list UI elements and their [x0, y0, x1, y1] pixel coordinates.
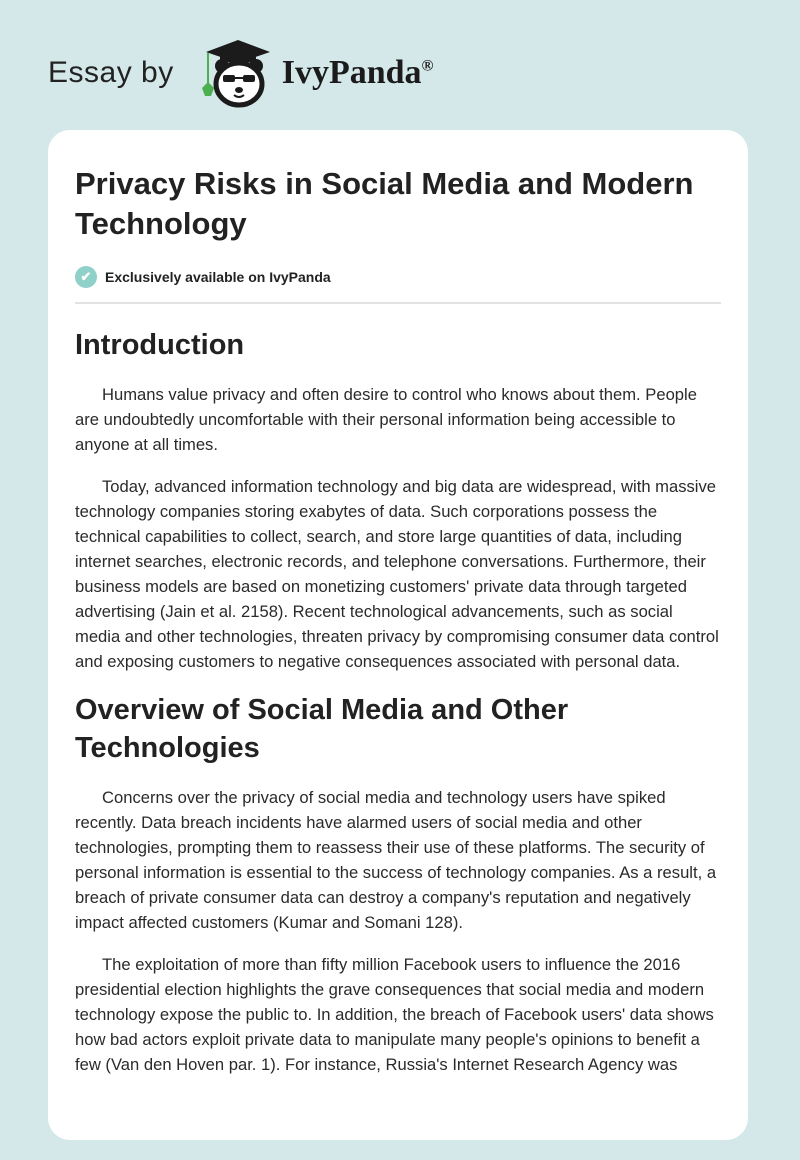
brand-name[interactable]	[282, 54, 434, 92]
exclusive-badge	[75, 266, 721, 288]
brand-text: IvyPanda	[281, 54, 422, 91]
essay-card	[48, 130, 748, 1140]
divider	[75, 302, 721, 304]
section-heading: Introduction	[75, 329, 245, 361]
essay-by-label: Essay by	[48, 56, 174, 89]
paragraph: Today, advanced information technology and big data are widespread, with massive technology companies storing exabytes of data. Such corporations possess the technical capabilities to collect, search, and store large quantities of data, including internet searches, electronic records, and telephone conversations. Furthermore, their business models are based on monetizing customers' private data through targeted advertising (Jain et al. 2158). Recent technological advancements, such as social media and other technologies, threaten privacy by compromising consumer data control and exposing customers to negative consequences associated with personal data.	[75, 477, 719, 671]
paragraph: Humans value privacy and often desire to control who knows about them. People are undoubtedly uncomfortable with their personal information being accessible to anyone at all times.	[75, 385, 697, 454]
check-icon: ✔	[75, 266, 97, 288]
section-heading: Overview of Social Media and Other Technologies	[75, 694, 569, 764]
paragraph: The exploitation of more than fifty million Facebook users to influence the 2016 presidential election highlights the grave consequences that social media and modern technology expose the public to. In addition, the breach of Facebook users' data shows how bad actors exploit private data to manipulate many people's opinions to benefit a few (Van den Hoven par. 1). For instance, Russia's Internet Research Agency was	[75, 955, 714, 1074]
ivypanda-logo-icon[interactable]	[194, 38, 276, 108]
site-header	[48, 38, 434, 108]
exclusive-badge-text: Exclusively available on IvyPanda	[105, 269, 331, 285]
essay-title: Privacy Risks in Social Media and Modern Technology	[75, 166, 694, 241]
paragraph: Concerns over the privacy of social media and technology users have spiked recently. Data breach incidents have alarmed users of social media and other technologies, prompting them to reassess their use of these platforms. The security of personal information is essential to the success of technology companies. As a result, a breach of private consumer data can destroy a company's reputation and negatively impact affected customers (Kumar and Somani 128).	[75, 788, 717, 932]
registered-mark: ®	[421, 57, 434, 75]
